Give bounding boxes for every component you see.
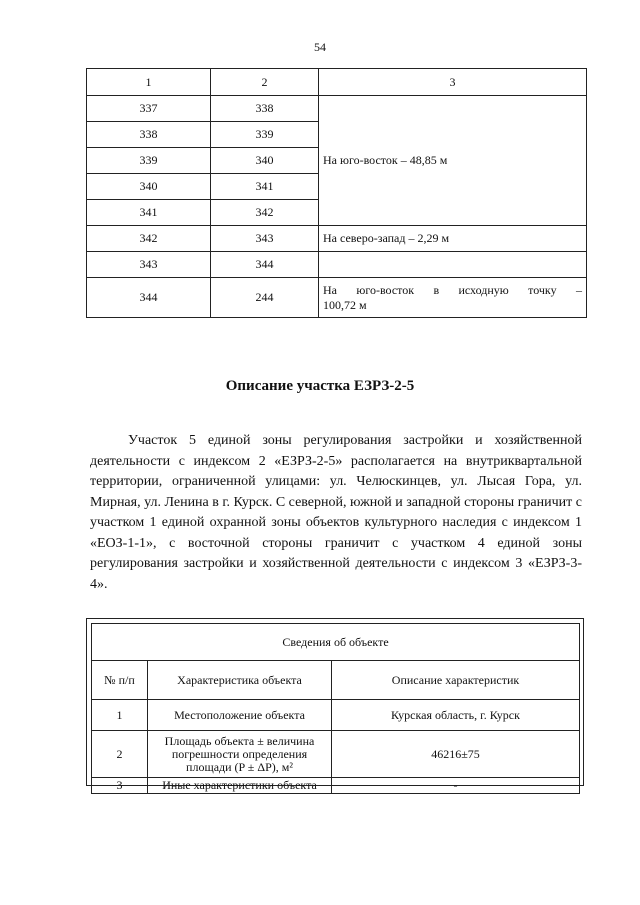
description-word: точку <box>528 282 557 297</box>
description-tail: 100,72 м <box>323 297 367 312</box>
point-from: 337 <box>87 96 211 122</box>
direction-description <box>319 278 587 318</box>
description-word: – <box>575 282 582 297</box>
table-row <box>87 96 587 122</box>
point-to: 338 <box>211 96 319 122</box>
direction-description: На северо-запад – 2,29 м <box>319 226 587 252</box>
description-word: На <box>323 282 337 297</box>
direction-description: На юго-восток – 48,85 м <box>319 96 587 226</box>
point-from: 338 <box>87 122 211 148</box>
point-to: 341 <box>211 174 319 200</box>
row-description: 46216±75 <box>332 731 580 778</box>
description-word: юго-восток <box>356 282 415 297</box>
point-to: 339 <box>211 122 319 148</box>
table-title-row <box>92 624 580 661</box>
description-paragraph: Участок 5 единой зоны регулирования застройки и хозяйственной деятельности с индексом 2 «ЕЗРЗ-2-5» располагается на внутриквартальной территории, ограниченной улицами: ул. Челюскинцев, ул. Лысая Гора, ул. Мирная, ул. Ленина в г. Курск. С северной, южной и западной стороны граничит с участком 1 единой охранной зоны объектов культурного наследия с индексом 1 «ЕОЗ-1-1», с восточной стороны граничит с участком 4 единой зоны регулирования застройки и хозяйственной деятельности с индексом 3 «ЕЗРЗ-3-4». <box>90 433 582 592</box>
point-to: 342 <box>211 200 319 226</box>
point-to: 244 <box>211 278 319 318</box>
point-from: 343 <box>87 252 211 278</box>
column-header: 2 <box>211 69 319 96</box>
object-info-frame <box>86 618 584 792</box>
table-row <box>92 731 580 778</box>
column-header: Описание характеристик <box>332 661 580 700</box>
direction-description-empty <box>319 252 587 278</box>
point-from: 344 <box>87 278 211 318</box>
description-line <box>323 283 582 298</box>
table-row <box>87 278 587 318</box>
object-info-table <box>91 623 580 794</box>
section-title: Описание участка ЕЗРЗ-2-5 <box>225 378 415 394</box>
description-word: в <box>433 282 440 297</box>
row-description: - <box>332 778 580 794</box>
row-number: 1 <box>92 700 148 731</box>
column-header: Характеристика объекта <box>148 661 332 700</box>
row-number: 2 <box>92 731 148 778</box>
page-number: 54 <box>314 40 326 54</box>
object-table-title: Сведения об объекте <box>92 624 580 661</box>
point-to: 340 <box>211 148 319 174</box>
point-from: 341 <box>87 200 211 226</box>
table-header-row <box>92 661 580 700</box>
boundary-table <box>86 68 587 318</box>
row-characteristic: Местоположение объекта <box>148 700 332 731</box>
point-from: 339 <box>87 148 211 174</box>
point-to: 344 <box>211 252 319 278</box>
point-from: 342 <box>87 226 211 252</box>
table-row <box>87 226 587 252</box>
point-to: 343 <box>211 226 319 252</box>
column-header: 1 <box>87 69 211 96</box>
row-characteristic: Иные характеристики объекта <box>148 778 332 794</box>
table-row <box>87 252 587 278</box>
row-characteristic: Площадь объекта ± величина погрешности определения площади (P ± ΔP), м² <box>148 731 332 778</box>
column-header: 3 <box>319 69 587 96</box>
row-description: Курская область, г. Курск <box>332 700 580 731</box>
description-word: исходную <box>458 282 509 297</box>
table-row <box>92 778 580 794</box>
column-header: № п/п <box>92 661 148 700</box>
point-from: 340 <box>87 174 211 200</box>
table-row <box>92 700 580 731</box>
row-number: 3 <box>92 778 148 794</box>
table-header-row <box>87 69 587 96</box>
